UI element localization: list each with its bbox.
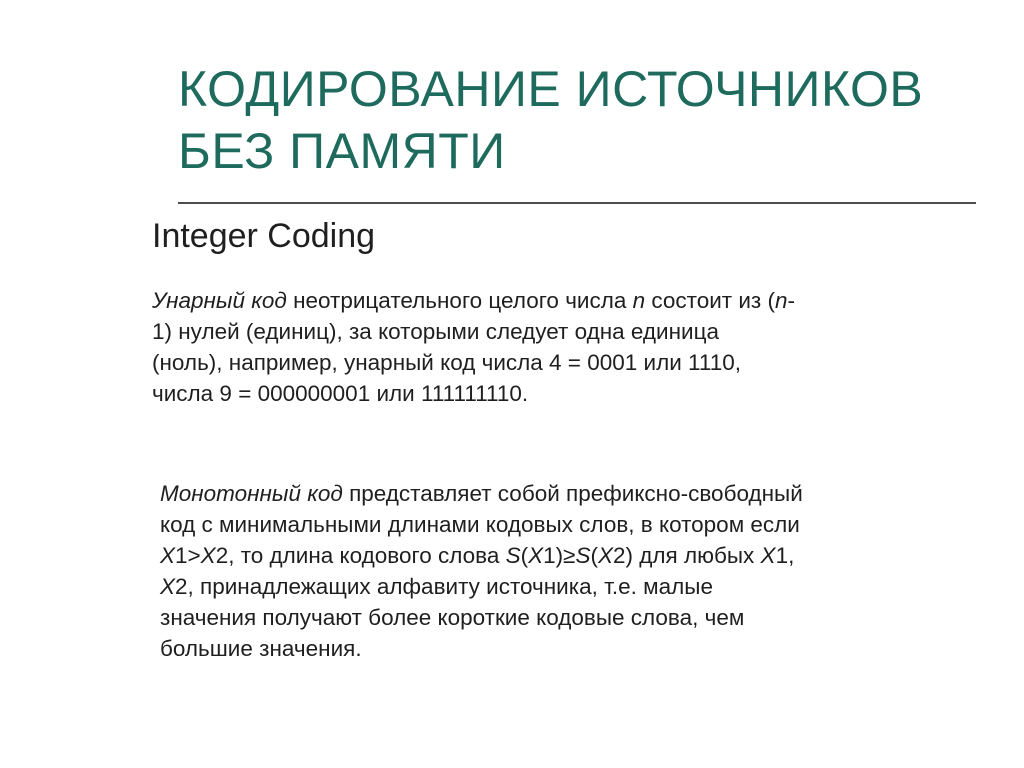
monotone-code-paragraph: [160, 478, 1000, 664]
text-span: состоит из (: [645, 288, 775, 313]
paragraph1-line-4: числа 9 = 000000001 или 111111110.: [152, 381, 529, 406]
text-span: (: [520, 543, 529, 568]
variable-n: n: [632, 288, 646, 313]
text-span: неотрицательного целого числа: [286, 288, 633, 313]
paragraph2-line-4: [160, 571, 1000, 602]
variable-x: X: [160, 574, 176, 599]
paragraph1-line-2: 1) нулей (единиц), за которыми следует одна единица: [152, 319, 720, 344]
paragraph2-line-5: значения получают более короткие кодовые слова, чем: [160, 605, 745, 630]
variable-s: S: [505, 543, 521, 568]
unary-code-paragraph: [152, 285, 992, 409]
variable-x: X: [598, 543, 614, 568]
title-line-2: БЕЗ ПАМЯТИ: [178, 123, 506, 179]
slide-title: [178, 58, 1018, 182]
text-span: 2, то длина кодового слова: [215, 543, 506, 568]
monotone-code-term: Монотонный код: [160, 481, 343, 506]
text-span: -: [787, 288, 795, 313]
variable-x: X: [160, 543, 176, 568]
subtitle: Integer Coding: [152, 217, 376, 255]
variable-s: S: [575, 543, 591, 568]
text-span: (: [590, 543, 599, 568]
paragraph1-line-3: (ноль), например, унарный код числа 4 = 0001 или 1110,: [152, 350, 741, 375]
paragraph2-line-6: большие значения.: [160, 636, 362, 661]
variable-n: n: [774, 288, 788, 313]
text-span: 1,: [775, 543, 795, 568]
paragraph1-line-1: [152, 285, 992, 316]
variable-x: X: [760, 543, 776, 568]
variable-x: X: [528, 543, 544, 568]
unary-code-term: Унарный код: [152, 288, 287, 313]
paragraph2-line-3: [160, 540, 1000, 571]
text-span: представляет собой префиксно-свободный: [342, 481, 803, 506]
text-span: 2, принадлежащих алфавиту источника, т.е. малые: [175, 574, 713, 599]
title-line-1: КОДИРОВАНИЕ ИСТОЧНИКОВ: [178, 61, 924, 117]
text-span: 1)≥: [543, 543, 576, 568]
paragraph2-line-1: [160, 478, 1000, 509]
text-span: 2) для любых: [613, 543, 761, 568]
text-span: 1>: [175, 543, 201, 568]
variable-x: X: [200, 543, 216, 568]
title-divider: [178, 202, 976, 204]
paragraph2-line-2: код с минимальными длинами кодовых слов, в котором если: [160, 512, 800, 537]
